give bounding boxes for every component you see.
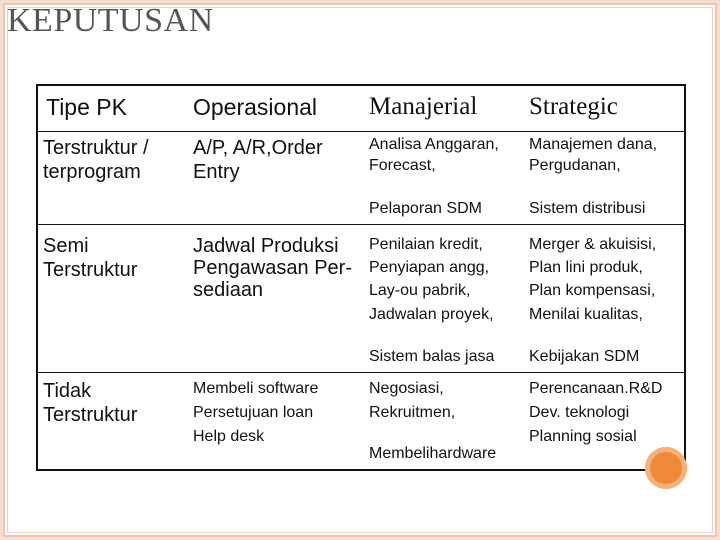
row-1-manajerial-line: Forecast, <box>369 156 436 174</box>
row-2-manajerial-line: Jadwalan proyek, <box>369 305 494 323</box>
header-tipe-pk: Tipe PK <box>46 94 127 120</box>
row-1-manajerial-extra: Pelaporan SDM <box>369 200 482 217</box>
row-2-strategic-line: Plan lini produk, <box>529 259 643 277</box>
row-3-strategic <box>529 377 662 449</box>
row-1-operasional-line: Entry <box>193 160 240 183</box>
row-3-manajerial-line: Negosiasi, <box>369 380 444 397</box>
header-operasional: Operasional <box>193 94 318 120</box>
row-3-tipe-line: Terstruktur <box>43 403 138 426</box>
row-2-tipe <box>43 235 137 282</box>
row-2-manajerial-line: Penyiapan angg, <box>369 259 490 277</box>
row-2-manajerial-line: Penilaian kredit, <box>369 236 483 253</box>
row-2-operasional <box>193 235 352 301</box>
row-2-manajerial <box>369 233 494 326</box>
row-3-tipe-line: Tidak <box>43 380 92 402</box>
decision-table <box>36 84 686 471</box>
row-3-operasional <box>193 377 318 449</box>
row-2-strategic-extra: Kebijakan SDM <box>529 348 640 365</box>
row-3-operasional-line: Help desk <box>193 428 265 445</box>
row-2-operasional-line: Jadwal Produksi <box>193 235 339 257</box>
row-2-tipe-line: Terstruktur <box>43 258 138 281</box>
row-2-strategic-line: Merger & akuisisi, <box>529 236 657 253</box>
row-3-strategic-line: Perencanaan.R&D <box>529 380 663 397</box>
header-divider <box>38 131 684 132</box>
row-2-strategic-line: Plan kompensasi, <box>529 282 656 300</box>
row-2-strategic-line: Menilai kualitas, <box>529 305 643 323</box>
row-1-operasional <box>193 137 323 184</box>
row-2-manajerial-extra: Sistem balas jasa <box>369 348 495 365</box>
row-2-strategic <box>529 233 656 326</box>
row-1-manajerial <box>369 135 499 177</box>
row-1-strategic <box>529 135 657 177</box>
row-divider-2 <box>38 372 684 373</box>
row-2-manajerial-line: Lay-ou pabrik, <box>369 282 471 300</box>
row-1-strategic-line: Pergudanan, <box>529 156 621 174</box>
row-3-manajerial-extra: Membelihardware <box>369 445 497 462</box>
row-1-tipe-line: Terstruktur / <box>43 137 149 159</box>
row-1-strategic-extra: Sistem distribusi <box>529 200 646 217</box>
row-2-tipe-line: Semi <box>43 235 89 257</box>
decorative-circle <box>645 447 687 489</box>
row-3-manajerial <box>369 377 455 425</box>
slide-title: KEPUTUSAN <box>7 2 214 39</box>
row-2-operasional-line: sediaan <box>193 279 264 301</box>
row-3-tipe <box>43 380 137 427</box>
row-1-strategic-line: Manajemen dana, <box>529 136 658 153</box>
row-3-strategic-line: Planning sosial <box>529 428 637 445</box>
row-3-operasional-line: Membeli software <box>193 380 319 397</box>
row-3-manajerial-line: Rekruitmen, <box>369 404 456 421</box>
row-2-operasional-line: Pengawasan Per- <box>193 257 352 279</box>
row-1-manajerial-line: Analisa Anggaran, <box>369 136 499 153</box>
row-1-tipe-line: terprogram <box>43 160 141 183</box>
row-3-operasional-line: Persetujuan loan <box>193 404 314 421</box>
row-3-strategic-line: Dev. teknologi <box>529 404 630 421</box>
row-1-operasional-line: A/P, A/R,Order <box>193 137 323 159</box>
row-1-tipe <box>43 137 149 184</box>
header-strategic: Strategic <box>529 93 618 120</box>
row-divider-1 <box>38 224 684 225</box>
header-manajerial: Manajerial <box>369 93 478 120</box>
